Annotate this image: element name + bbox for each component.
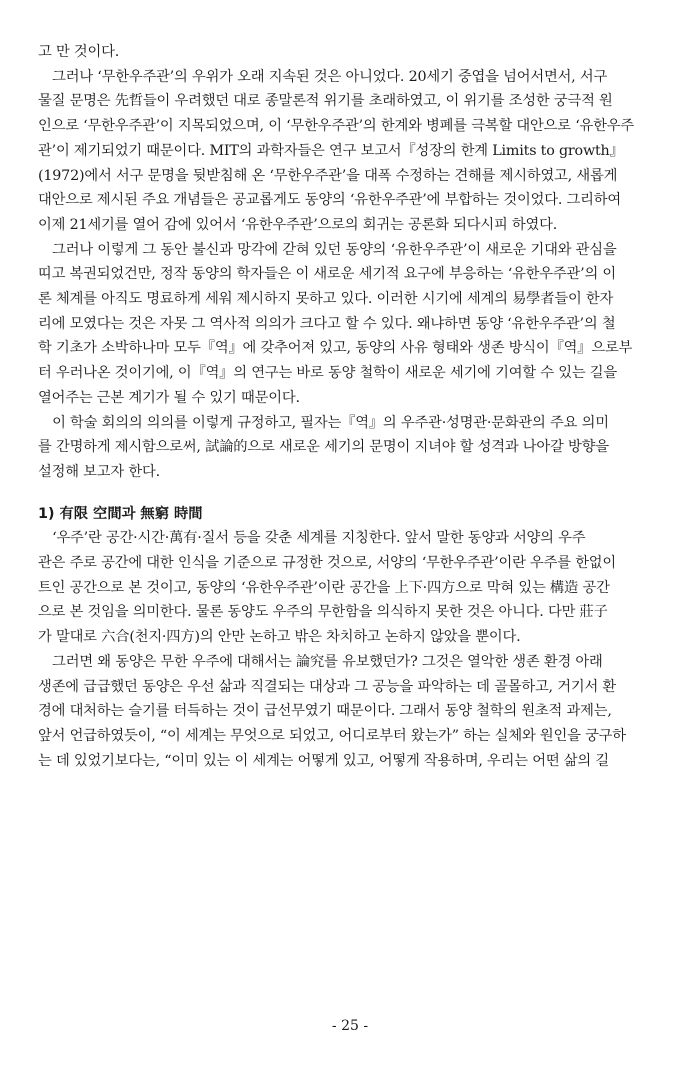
text-line: 학 기초가 소박하나마 모두『역』에 갖추어져 있고, 동양의 사유 형태와 생존 방식이『역』으로부 <box>38 340 633 357</box>
text-line: 리에 모였다는 것은 자못 그 역사적 의의가 크다고 할 수 있다. 왜냐하면 동양 ‘유한우주관’의 철 <box>38 315 616 332</box>
paragraph-1 <box>38 40 662 65</box>
text-line: 인으로 ‘무한우주관’이 지목되었으며, 이 ‘무한우주관’의 한계와 병폐를 극복할 대안으로 ‘유한우주 <box>38 118 634 135</box>
text-line: 대안으로 제시된 주요 개념들은 공교롭게도 동양의 ‘유한우주관’에 부합하는 것이었다. 그리하여 <box>38 192 621 209</box>
text-line: 물질 문명은 先哲들이 우려했던 대로 종말론적 위기를 초래하였고, 이 위기를 조성한 궁극적 원 <box>38 93 613 110</box>
text-line: 열어주는 근본 계기가 될 수 있기 때문이다. <box>38 389 300 406</box>
paragraph-5 <box>38 526 662 650</box>
page-number: - 25 - <box>331 1018 369 1034</box>
text-line: 그러나 이렇게 그 동안 불신과 망각에 갇혀 있던 동양의 ‘유한우주관’이 새로운 기대와 관심을 <box>38 241 617 258</box>
text-line: 앞서 언급하였듯이, “이 세계는 무엇으로 되었고, 어디로부터 왔는가” 하는 실체와 원인을 궁구하 <box>38 727 626 744</box>
paragraph-4 <box>38 411 662 485</box>
text-line: 는 데 있었기보다는, “이미 있는 이 세계는 어떻게 있고, 어떻게 작용하며, 우리는 어떤 삶의 길 <box>38 752 609 769</box>
text-line: 터 우러나온 것이기에, 이『역』의 연구는 바로 동양 철학이 새로운 세기에 기여할 수 있는 길을 <box>38 365 618 382</box>
text-line: 가 말대로 六合(천지·四方)의 안만 논하고 밖은 차치하고 논하지 않았을 뿐이다. <box>38 629 521 646</box>
text-line: 그러나 ‘무한우주관’의 우위가 오래 지속된 것은 아니었다. 20세기 중엽을 넘어서면서, 서구 <box>38 68 608 85</box>
text-line: ‘우주’란 공간·시간·萬有·질서 등을 갖춘 세계를 지칭한다. 앞서 말한 동양과 서양의 우주 <box>38 530 586 547</box>
text-line: 트인 공간으로 본 것이고, 동양의 ‘유한우주관’이란 공간을 上下·四方으로 막혀 있는 構造 공간 <box>38 579 610 596</box>
text-line: 고 만 것이다. <box>38 44 120 60</box>
text-line: 관은 주로 공간에 대한 인식을 기준으로 규정한 것으로, 서양의 ‘무한우주관’이란 우주를 한없이 <box>38 555 617 572</box>
text-line: 설정해 보고자 한다. <box>38 463 160 480</box>
paragraph-6 <box>38 650 662 774</box>
text-line: 띠고 복권되었건만, 정작 동양의 학자들은 이 새로운 세기적 요구에 부응하는 ‘유한우주관’의 이 <box>38 266 617 283</box>
text-line: 관’이 제기되었기 때문이다. MIT의 과학자들은 연구 보고서『성장의 한계 Limits to growth』 <box>38 142 624 159</box>
text-line: 이제 21세기를 열어 감에 있어서 ‘유한우주관’으로의 회귀는 공론화 되다시피 하였다. <box>38 216 558 233</box>
page-body <box>38 40 662 773</box>
text-line: 를 간명하게 제시함으로써, 試論的으로 새로운 세기의 문명이 지녀야 할 성격과 나아갈 방향을 <box>38 439 609 456</box>
text-line: 경에 대처하는 슬기를 터득하는 것이 급선무였기 때문이다. 그래서 동양 철학의 원초적 과제는, <box>38 703 612 720</box>
text-line: 생존에 급급했던 동양은 우선 삶과 직결되는 대상과 그 공능을 파악하는 데 골몰하고, 거기서 환 <box>38 678 617 695</box>
paragraph-3 <box>38 238 662 411</box>
text-line: 으로 본 것임을 의미한다. 물론 동양도 우주의 무한함을 의식하지 못한 것은 아니다. 다만 莊子 <box>38 604 608 621</box>
paragraph-2 <box>38 65 662 238</box>
section-heading: 1) 有限 空間과 無窮 時間 <box>38 505 203 522</box>
text-line: 론 체계를 아직도 명료하게 세워 제시하지 못하고 있다. 이러한 시기에 세계의 易學者들이 한자 <box>38 291 614 308</box>
text-line: (1972)에서 서구 문명을 뒷받침해 온 ‘무한우주관’을 대폭 수정하는 견해를 제시하였고, 새롭게 <box>38 167 618 184</box>
text-line: 그러면 왜 동양은 무한 우주에 대해서는 論究를 유보했던가? 그것은 열악한 생존 환경 아래 <box>38 653 603 670</box>
text-line: 이 학술 회의의 의의를 이렇게 규정하고, 필자는『역』의 우주관·성명관·문화관의 주요 의미 <box>38 414 609 431</box>
